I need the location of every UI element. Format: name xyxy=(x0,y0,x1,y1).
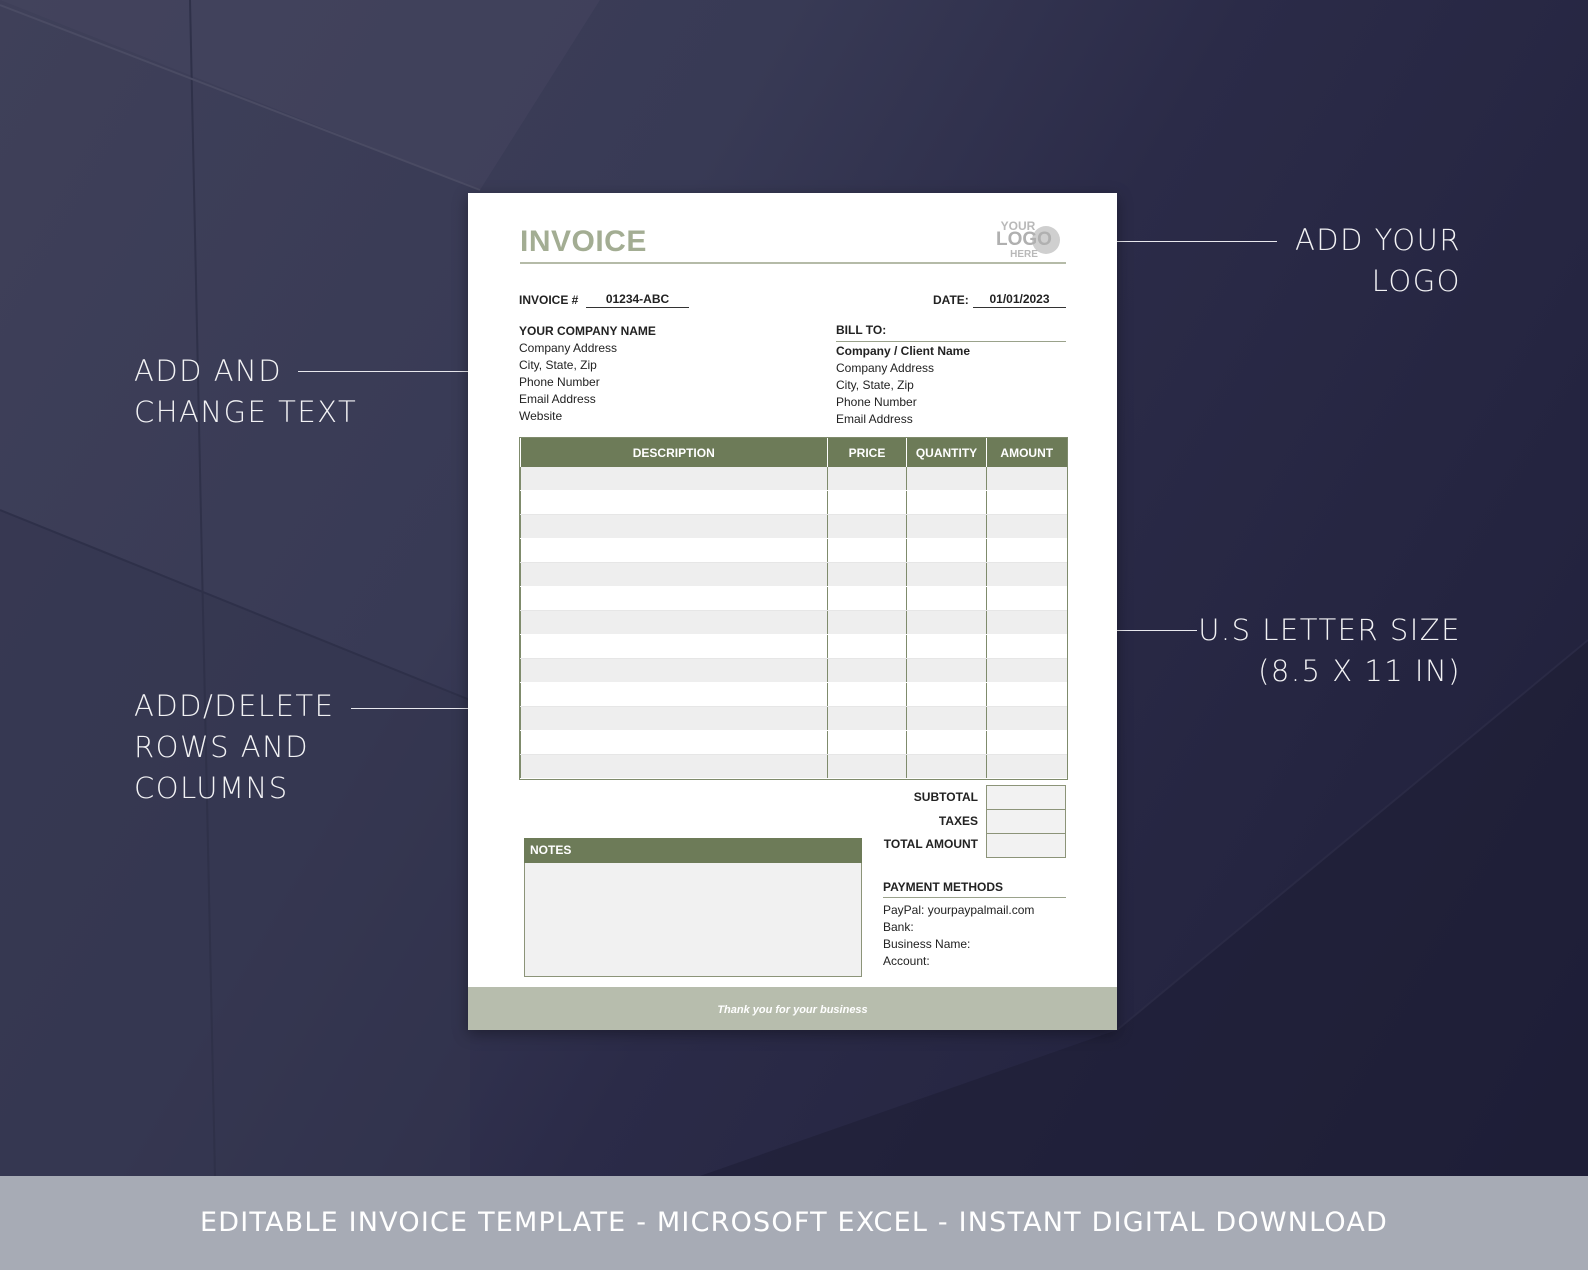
amount-cell[interactable] xyxy=(987,731,1067,755)
title-divider xyxy=(520,262,1066,264)
company-website[interactable]: Website xyxy=(519,409,563,423)
price-cell[interactable] xyxy=(828,491,907,515)
quantity-cell[interactable] xyxy=(907,563,987,587)
items-body xyxy=(521,467,1067,779)
leader-line-logo xyxy=(1117,241,1277,242)
description-cell[interactable] xyxy=(521,611,828,635)
amount-cell[interactable] xyxy=(987,683,1067,707)
description-cell[interactable] xyxy=(521,563,828,587)
company-city[interactable]: City, State, Zip xyxy=(519,358,597,372)
logo-text-here: HERE xyxy=(1010,249,1038,260)
price-cell[interactable] xyxy=(828,611,907,635)
description-cell[interactable] xyxy=(521,683,828,707)
amount-cell[interactable] xyxy=(987,467,1067,491)
header-quantity: QUANTITY xyxy=(907,438,987,467)
company-name[interactable]: YOUR COMPANY NAME xyxy=(519,324,656,338)
header-amount: AMOUNT xyxy=(987,438,1067,467)
price-cell[interactable] xyxy=(828,467,907,491)
notes-header: NOTES xyxy=(524,838,862,863)
callout-letter-size-line1: U.S LETTER SIZE xyxy=(1198,613,1461,647)
table-row xyxy=(521,731,1067,755)
bill-to-block xyxy=(836,343,970,428)
table-row xyxy=(521,467,1067,491)
items-table xyxy=(520,438,1067,779)
callout-rows-columns xyxy=(134,686,394,809)
amount-cell[interactable] xyxy=(987,491,1067,515)
callout-change-text-line1: ADD AND xyxy=(134,354,283,388)
subtotal-field[interactable] xyxy=(986,785,1066,810)
quantity-cell[interactable] xyxy=(907,491,987,515)
table-row xyxy=(521,659,1067,683)
date-value[interactable]: 01/01/2023 xyxy=(973,292,1066,308)
logo-text-your: YOUR xyxy=(1000,219,1036,233)
price-cell[interactable] xyxy=(828,683,907,707)
amount-cell[interactable] xyxy=(987,611,1067,635)
total-amount-field[interactable] xyxy=(986,833,1066,858)
leader-line-rows xyxy=(351,708,468,709)
leader-line-size xyxy=(1117,630,1197,631)
quantity-cell[interactable] xyxy=(907,707,987,731)
notes-field[interactable] xyxy=(524,863,862,977)
payment-methods-label: PAYMENT METHODS xyxy=(883,880,1004,894)
table-row xyxy=(521,563,1067,587)
amount-cell[interactable] xyxy=(987,587,1067,611)
quantity-cell[interactable] xyxy=(907,659,987,683)
price-cell[interactable] xyxy=(828,587,907,611)
invoice-number-value[interactable]: 01234-ABC xyxy=(586,292,689,308)
payment-paypal[interactable]: PayPal: yourpaypalmail.com xyxy=(883,903,1035,917)
amount-cell[interactable] xyxy=(987,635,1067,659)
price-cell[interactable] xyxy=(828,659,907,683)
description-cell[interactable] xyxy=(521,659,828,683)
header-description: DESCRIPTION xyxy=(521,438,828,467)
description-cell[interactable] xyxy=(521,539,828,563)
callout-add-logo xyxy=(1250,220,1461,302)
invoice-title: INVOICE xyxy=(520,225,647,258)
subtotal-label: SUBTOTAL xyxy=(913,790,978,804)
quantity-cell[interactable] xyxy=(907,611,987,635)
client-email[interactable]: Email Address xyxy=(836,412,913,426)
client-phone[interactable]: Phone Number xyxy=(836,395,917,409)
invoice-footer: Thank you for your business xyxy=(468,987,1117,1030)
taxes-label: TAXES xyxy=(938,814,978,828)
date-label: DATE: xyxy=(933,293,969,307)
quantity-cell[interactable] xyxy=(907,515,987,539)
table-row xyxy=(521,539,1067,563)
table-row xyxy=(521,683,1067,707)
description-cell[interactable] xyxy=(521,707,828,731)
logo-text-logo: LOGO xyxy=(996,229,1052,250)
amount-cell[interactable] xyxy=(987,563,1067,587)
description-cell[interactable] xyxy=(521,755,828,779)
price-cell[interactable] xyxy=(828,755,907,779)
bottom-banner: EDITABLE INVOICE TEMPLATE - MICROSOFT EXCEL - INSTANT DIGITAL DOWNLOAD xyxy=(0,1176,1588,1270)
callout-letter-size-line2: (8.5 X 11 IN) xyxy=(1258,654,1461,688)
quantity-cell[interactable] xyxy=(907,635,987,659)
company-phone[interactable]: Phone Number xyxy=(519,375,600,389)
price-cell[interactable] xyxy=(828,731,907,755)
table-row xyxy=(521,635,1067,659)
leader-line-text xyxy=(298,371,468,372)
payment-block xyxy=(883,902,1034,970)
client-address[interactable]: Company Address xyxy=(836,361,935,375)
payment-account[interactable]: Account: xyxy=(883,954,930,968)
amount-cell[interactable] xyxy=(987,539,1067,563)
description-cell[interactable] xyxy=(521,515,828,539)
table-row xyxy=(521,491,1067,515)
callout-rows-columns-line3: COLUMNS xyxy=(134,771,289,805)
company-block xyxy=(519,323,656,425)
quantity-cell[interactable] xyxy=(907,587,987,611)
bill-to-divider xyxy=(836,341,1066,342)
table-row xyxy=(521,611,1067,635)
items-header-row xyxy=(521,438,1067,467)
table-row xyxy=(521,587,1067,611)
invoice-number-label: INVOICE # xyxy=(519,293,579,307)
price-cell[interactable] xyxy=(828,635,907,659)
amount-cell[interactable] xyxy=(987,515,1067,539)
amount-cell[interactable] xyxy=(987,707,1067,731)
table-row xyxy=(521,515,1067,539)
quantity-cell[interactable] xyxy=(907,683,987,707)
bill-to-label: BILL TO: xyxy=(836,323,887,337)
price-cell[interactable] xyxy=(828,515,907,539)
quantity-cell[interactable] xyxy=(907,731,987,755)
client-city[interactable]: City, State, Zip xyxy=(836,378,914,392)
description-cell[interactable] xyxy=(521,635,828,659)
client-name[interactable]: Company / Client Name xyxy=(836,344,971,358)
callout-change-text xyxy=(134,351,414,433)
taxes-field[interactable] xyxy=(986,809,1066,834)
payment-bank[interactable]: Bank: xyxy=(883,920,914,934)
invoice-page xyxy=(468,193,1117,1030)
callout-rows-columns-line2: ROWS AND xyxy=(134,730,310,764)
amount-cell[interactable] xyxy=(987,659,1067,683)
callout-rows-columns-line1: ADD/DELETE xyxy=(134,689,335,723)
price-cell[interactable] xyxy=(828,539,907,563)
logo-placeholder[interactable] xyxy=(996,219,1068,261)
description-cell[interactable] xyxy=(521,491,828,515)
company-address[interactable]: Company Address xyxy=(519,341,618,355)
quantity-cell[interactable] xyxy=(907,467,987,491)
description-cell[interactable] xyxy=(521,731,828,755)
quantity-cell[interactable] xyxy=(907,755,987,779)
table-row xyxy=(521,755,1067,779)
callout-letter-size xyxy=(1150,610,1461,692)
amount-cell[interactable] xyxy=(987,755,1067,779)
company-email[interactable]: Email Address xyxy=(519,392,596,406)
table-row xyxy=(521,707,1067,731)
total-amount-label: TOTAL AMOUNT xyxy=(883,837,978,851)
callout-add-logo-line1: ADD YOUR xyxy=(1294,223,1461,257)
callout-add-logo-line2: LOGO xyxy=(1371,264,1461,298)
description-cell[interactable] xyxy=(521,587,828,611)
payment-divider xyxy=(883,897,1066,898)
price-cell[interactable] xyxy=(828,707,907,731)
price-cell[interactable] xyxy=(828,563,907,587)
quantity-cell[interactable] xyxy=(907,539,987,563)
header-price: PRICE xyxy=(828,438,907,467)
callout-change-text-line2: CHANGE TEXT xyxy=(134,395,358,429)
description-cell[interactable] xyxy=(521,467,828,491)
payment-business-name[interactable]: Business Name: xyxy=(883,937,971,951)
